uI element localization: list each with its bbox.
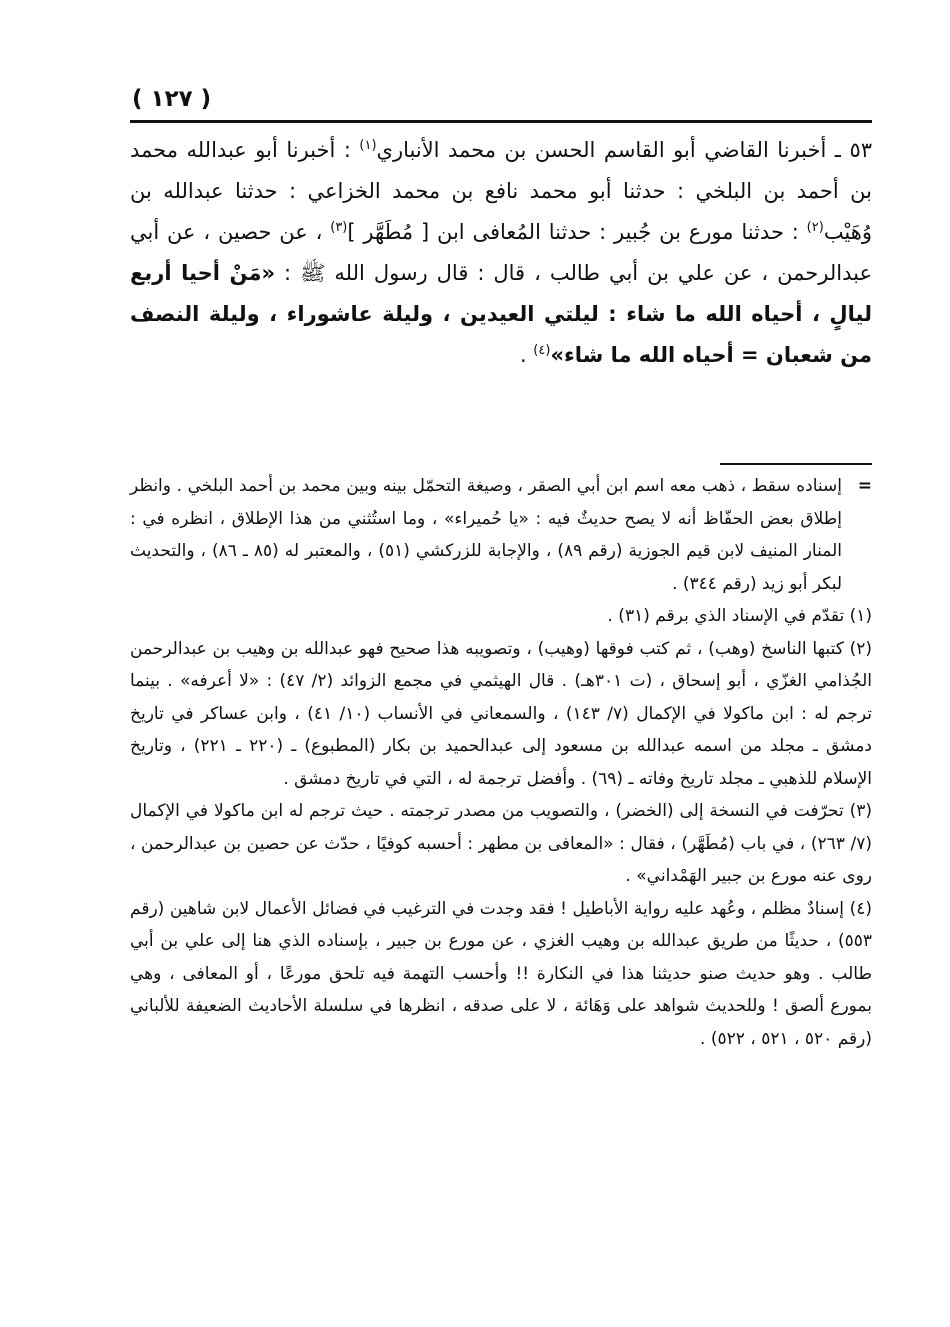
continuation-mark: = bbox=[857, 476, 872, 496]
footnote-ref-3: (٣) bbox=[330, 220, 348, 235]
isnad-part-1: ٥٣ ـ أخبرنا القاضي أبو القاسم الحسن بن محمد الأنباري bbox=[376, 138, 872, 162]
footnote-separator bbox=[720, 463, 872, 465]
isnad-part-2: : أخبرنا أبو عبدالله محمد بن أحمد بن البلخي : حدثنا أبو محمد نافع بن محمد الخزاعي : حدثنا عبدالله بن وُهَيْب bbox=[130, 138, 872, 244]
hadith-matn: «مَنْ أحيا أربع ليالٍ ، أحياه الله ما شاء : ليلتي العيدين ، وليلة عاشوراء ، وليلة النصف من شعبان = أحياه الله ما شاء» bbox=[130, 261, 872, 367]
hadith-paragraph bbox=[130, 130, 872, 376]
footnotes-section bbox=[130, 470, 872, 1055]
isnad-part-3: : حدثنا مورع بن جُبير : حدثنا المُعافى ابن [ مُطَهَّر ] bbox=[347, 220, 807, 244]
isnad-part-4: ، عن حصين ، عن أبي عبدالرحمن ، عن علي بن أبي طالب ، قال : قال رسول الله ﷺ : bbox=[130, 220, 872, 285]
paragraph-end: . bbox=[519, 343, 534, 367]
footnote-ref-1: (١) bbox=[359, 138, 377, 153]
main-hadith-text bbox=[130, 130, 872, 376]
footnote-ref-4: (٤) bbox=[533, 343, 551, 358]
footnote-4: (٤) إسنادٌ مظلم ، وعُهد عليه رواية الأباطيل ! فقد وجدت في الترغيب في فضائل الأعمال لابن شاهين (رقم ٥٥٣) ، حديثًا من طريق عبدالله بن وهيب الغزي ، عن مورع بن جبير ، بإسناده الذي هنا إلى علي بن أبي طالب . وهو حديث صنو حديثنا هذا في النكارة !! وأحسب التهمة فيه تلحق مورعًا ، أو المعافى ، وهي بمورع ألصق ! وللحديث شواهد على وَهَائة ، لا على صدقه ، انظرها في سلسلة الأحاديث الضعيفة للألباني (رقم ٥٢٠ ، ٥٢١ ، ٥٢٢) . bbox=[130, 898, 872, 1049]
footnote-continued-text: إسناده سقط ، ذهب معه اسم ابن أبي الصقر ، وصيغة التحمّل بينه وبين محمد بن أحمد البلخي . وانظر إطلاق بعض الحفّاظ أنه لا يصح حديثٌ فيه : «يا حُميراء» ، وما استُثني من هذا الإطلاق ، انظره في : المنار المنيف لابن قيم الجوزية (رقم ٨٩) ، والإجابة للزركشي (٥١) ، والمعتبر له (٨٥ ـ ٨٦) ، والتحديث لبكر أبو زيد (رقم ٣٤٤) . bbox=[130, 476, 842, 594]
footnote-1: (١) تقدّم في الإسناد الذي برقم (٣١) . bbox=[607, 606, 872, 626]
footnote-ref-2: (٢) bbox=[806, 220, 824, 235]
page-number: ( ١٢٧ ) bbox=[132, 86, 212, 112]
header-rule bbox=[130, 120, 872, 123]
footnote-3: (٣) تحرّفت في النسخة إلى (الخضر) ، والتصويب من مصدر ترجمته . حيث ترجم له ابن ماكولا في الإكمال (٧/ ٢٦٣) ، في باب (مُطَهَّر) ، فقال : «المعافى بن مطهر : أحسبه كوفيًا ، حدّث عن حصين بن عبدالرحمن ، روى عنه مورع بن جبير الهَمْداني» . bbox=[130, 801, 872, 886]
footnote-continued bbox=[130, 470, 872, 600]
footnote-2: (٢) كتبها الناسخ (وهب) ، ثم كتب فوقها (وهيب) ، وتصويبه هذا صحيح فهو عبدالله بن وهيب بن عبدالرحمن الجُذامي الغزّي ، أبو إسحاق ، (ت ٣٠١هـ) . قال الهيثمي في مجمع الزوائد (٢/ ٤٧) : «لا أعرفه» . بينما ترجم له : ابن ماكولا في الإكمال (٧/ ١٤٣) ، والسمعاني في الأنساب (١٠/ ٤١) ، وابن عساكر في تاريخ دمشق ـ مجلد من اسمه عبدالله بن مسعود إلى عبدالحميد بن بكار (المطبوع) ـ (٢٢٠ ـ ٢٢١) ، وتاريخ الإسلام للذهبي ـ مجلد تاريخ وفاته ـ (٦٩) . وأفضل ترجمة له ، التي في تاريخ دمشق . bbox=[130, 638, 873, 789]
